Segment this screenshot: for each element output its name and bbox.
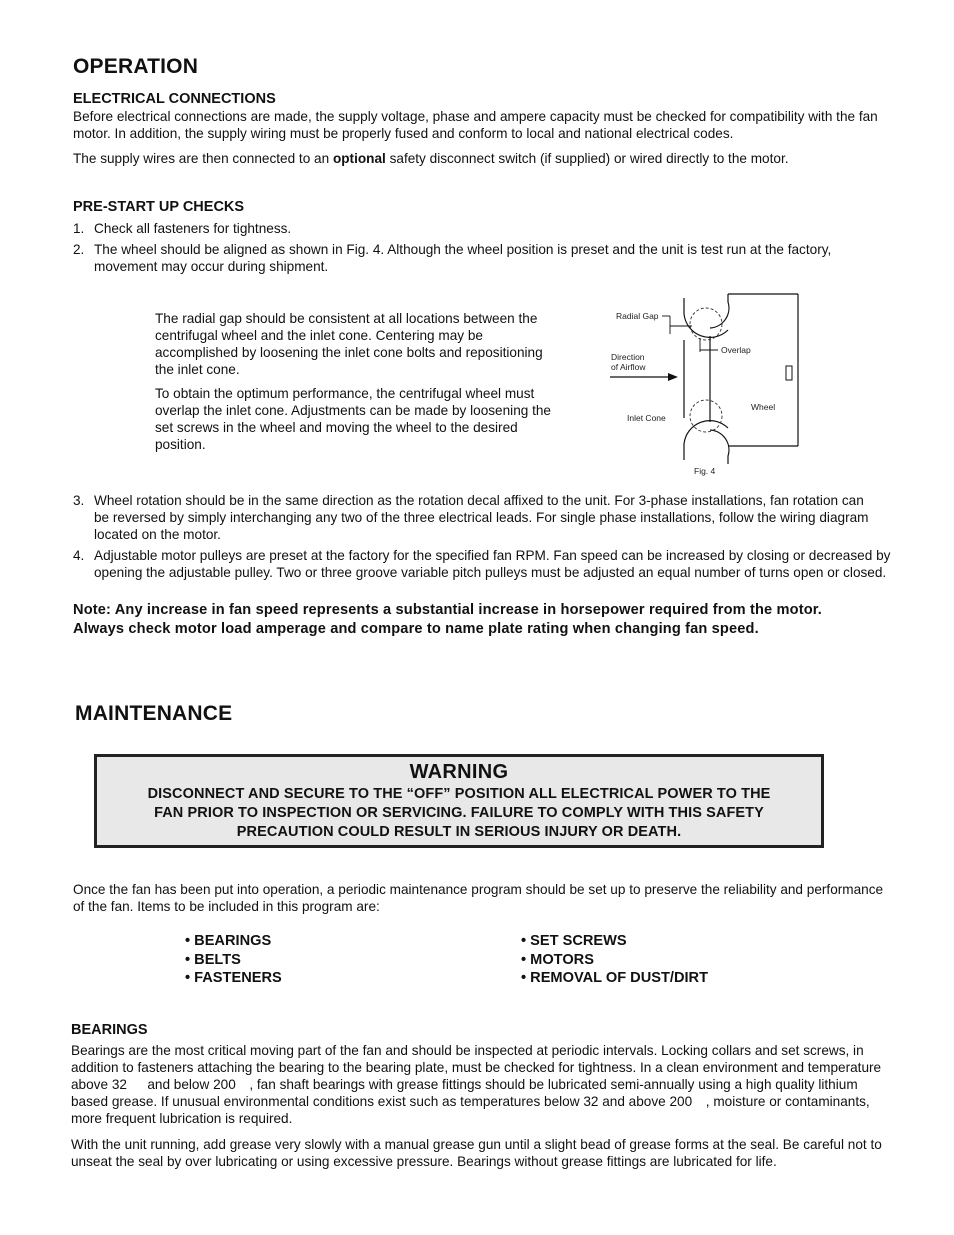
list-item: [73, 492, 873, 543]
list-text: Check all fasteners for tightness.: [94, 221, 292, 236]
electrical-connections-heading: ELECTRICAL CONNECTIONS: [73, 91, 276, 107]
list-item: • MOTORS: [521, 951, 594, 968]
wheel-shroud-bottom: [710, 430, 729, 464]
optional-emphasis: optional: [332, 151, 386, 166]
overlap-paragraph: To obtain the optimum performance, the centrifugal wheel must overlap the inlet cone. Adjustments can be made by loosening the set screws in the wheel and moving the wheel to the desired position.: [155, 386, 551, 452]
inlet-cone-bottom-arc: [684, 421, 728, 460]
list-item: [73, 241, 863, 275]
direction-label: Direction: [611, 352, 645, 362]
overlap-label: Overlap: [721, 345, 751, 355]
warning-line: FAN PRIOR TO INSPECTION OR SERVICING. FAILURE TO COMPLY WITH THIS SAFETY: [154, 805, 764, 821]
operation-title: OPERATION: [73, 55, 199, 78]
maintenance-list-right: [521, 932, 708, 988]
inlet-cone-label: Inlet Cone: [627, 413, 666, 423]
list-item: [73, 220, 888, 237]
inlet-cone-top-arc: [684, 298, 728, 337]
list-item: • SET SCREWS: [521, 933, 627, 949]
radial-gap-label: Radial Gap: [616, 311, 659, 321]
wheel-hub: [786, 366, 792, 380]
fan-speed-note: Note: Any increase in fan speed represents a substantial increase in horsepower required from the motor. Always check motor load amperage and compare to name plate rating when changing fan speed.: [73, 602, 823, 637]
bearings-paragraph-1: Bearings are the most critical moving part of the fan and should be inspected at periodic intervals. Locking collars and set screws, in addition to fasteners attaching the bearing to the bearing plate, must be checked for tightness. In a clean environment and temperature above 32 and below 200 , fan shaft bearings with grease fittings should be lubricated semi-annually using a high quality lithium based grease. If unusual environmental conditions exist such as temperatures below 32 and above 200 , moisture or contaminants, more frequent lubrication is required.: [71, 1043, 882, 1126]
warning-text: [97, 785, 821, 842]
p2-text-before: The supply wires are then connected to an: [73, 151, 333, 166]
list-number: 4.: [73, 548, 85, 563]
maintenance-title: MAINTENANCE: [75, 702, 233, 725]
bearings-paragraph-2: With the unit running, add grease very slowly with a manual grease gun until a slight bead of grease forms at the seal. Be careful not to unseat the seal by over lubricating or using excessive pressure. Bearings without grease fittings are lubricated for life.: [71, 1137, 882, 1169]
electrical-paragraph-1: Before electrical connections are made, the supply voltage, phase and ampere capacity must be checked for compatibility with the fan motor. In addition, the supply wiring must be properly fused and conform to local and national electrical codes.: [73, 109, 878, 141]
list-text: The wheel should be aligned as shown in Fig. 4. Although the wheel position is preset and the unit is test run at the factory, movement may occur during shipment.: [94, 242, 832, 274]
warning-title: WARNING: [409, 761, 509, 783]
airflow-arrow-head: [668, 373, 678, 381]
prestart-heading: PRE-START UP CHECKS: [73, 199, 245, 215]
list-text: Adjustable motor pulleys are preset at the factory for the specified fan RPM. Fan speed can be increased by closing or decreased by opening the adjustable pulley. Two or three groove variable pitch pulleys must be adjusted an equal number of turns open or closed.: [94, 548, 891, 580]
warning-line: PRECAUTION COULD RESULT IN SERIOUS INJURY OR DEATH.: [236, 824, 682, 840]
overlap-detail-circle-top: [690, 308, 722, 340]
list-text: Wheel rotation should be in the same direction as the rotation decal affixed to the unit. For 3-phase installations, fan rotation can be reversed by simply interchanging any two of the three electrical leads. For single phase installations, follow the wiring diagram located on the motor.: [94, 493, 869, 542]
electrical-paragraph-2: [73, 150, 888, 167]
p2-text-after: safety disconnect switch (if supplied) or wired directly to the motor.: [385, 151, 789, 166]
fig-4-wheel-alignment-diagram: [600, 276, 810, 482]
list-item: • REMOVAL OF DUST/DIRT: [521, 970, 708, 986]
list-item: • BELTS: [185, 951, 241, 968]
overlap-detail-circle-bottom: [690, 400, 722, 432]
wheel-shroud-top: [710, 294, 729, 328]
figure-caption: Fig. 4: [694, 466, 716, 476]
maintenance-list-left: [185, 932, 282, 988]
list-item: • BEARINGS: [185, 933, 272, 949]
list-number: 1.: [73, 221, 85, 236]
wheel-label: Wheel: [751, 402, 776, 412]
warning-line: DISCONNECT AND SECURE TO THE “OFF” POSITION ALL ELECTRICAL POWER TO THE: [147, 786, 771, 802]
warning-box: [94, 754, 824, 848]
list-number: 2.: [73, 242, 85, 257]
list-item: • FASTENERS: [185, 970, 282, 986]
list-number: 3.: [73, 493, 85, 508]
maintenance-intro: Once the fan has been put into operation, a periodic maintenance program should be set up to preserve the reliability and performance of the fan. Items to be included in this program are:: [73, 882, 884, 914]
airflow-label: of Airflow: [611, 362, 646, 372]
list-item: [73, 547, 893, 581]
bearings-heading: BEARINGS: [71, 1022, 148, 1038]
radial-gap-paragraph: The radial gap should be consistent at all locations between the centrifugal wheel and the inlet cone. Centering may be accomplished by loosening the inlet cone bolts and repositioning the inlet cone.: [155, 311, 543, 377]
